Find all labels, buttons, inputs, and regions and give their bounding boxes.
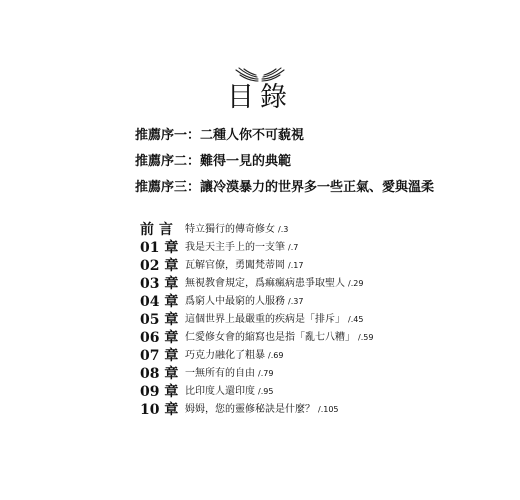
chapter-label: 02 章 — [140, 258, 179, 274]
chapter-label: 08 章 — [140, 366, 179, 382]
chapter-title: 比印度人還印度 — [185, 386, 255, 397]
chapter-title-wrap — [185, 385, 273, 399]
chapter-page: /.3 — [278, 225, 289, 234]
chapter-label: 04 章 — [140, 294, 179, 310]
chapter-title-wrap — [185, 349, 283, 363]
chapter-title-wrap — [185, 367, 273, 381]
chapter-title: 我是天主手上的一支筆 — [185, 242, 285, 253]
chapter-title-wrap — [185, 259, 303, 273]
preface-3: 推薦序三：讓冷漠暴力的世界多一些正氣、愛與溫柔 — [135, 180, 435, 195]
chapter-title: 無視教會規定，爲痲瘋病患爭取聖人 — [185, 278, 345, 289]
preface-2: 推薦序二：難得一見的典範 — [135, 154, 292, 169]
chapter-title-wrap — [185, 223, 288, 237]
chapter-page: /.79 — [258, 369, 274, 378]
chapter-title: 瓦解官僚，勇闖梵蒂岡 — [185, 260, 285, 271]
chapter-page: /.29 — [348, 279, 364, 288]
chapter-label: 10 章 — [140, 402, 179, 418]
chapter-title: 一無所有的自由 — [185, 368, 255, 379]
preface-list — [135, 128, 434, 206]
chapter-label: 05 章 — [140, 312, 179, 328]
chapter-label: 03 章 — [140, 276, 179, 292]
chapter-label: 07 章 — [140, 348, 179, 364]
preface-1: 推薦序一：二種人你不可藐視 — [135, 128, 305, 143]
chapter-title-wrap — [185, 403, 339, 417]
chapter-title: 這個世界上最嚴重的疾病是「排斥」 — [185, 314, 345, 325]
chapter-title-wrap — [185, 277, 363, 291]
chapter-title: 爲窮人中最窮的人服務 — [185, 296, 285, 307]
chapter-label: 06 章 — [140, 330, 179, 346]
chapter-page: /.69 — [268, 351, 284, 360]
chapter-title-wrap — [185, 241, 298, 255]
chapter-title: 姆姆，您的靈修秘訣是什麼？ — [185, 404, 315, 415]
chapter-page: /.37 — [288, 297, 304, 306]
chapter-title: 巧克力融化了粗暴 — [185, 350, 265, 361]
chapter-page: /.95 — [258, 387, 274, 396]
chapter-page: /.7 — [288, 243, 299, 252]
chapter-page: /.59 — [358, 333, 374, 342]
page-title: 目錄 — [227, 82, 293, 113]
chapter-title: 仁愛修女會的縮寫也是指「亂七八糟」 — [185, 332, 355, 343]
chapter-page: /.105 — [318, 405, 339, 414]
chapter-label: 09 章 — [140, 384, 179, 400]
chapter-label: 01 章 — [140, 240, 179, 256]
chapter-page: /.17 — [288, 261, 304, 270]
chapter-label: 前 言 — [140, 222, 173, 238]
chapter-page: /.45 — [348, 315, 364, 324]
chapter-title: 特立獨行的傳奇修女 — [185, 224, 275, 235]
chapter-title-wrap — [185, 295, 303, 309]
chapter-title-wrap — [185, 313, 363, 327]
chapter-title-wrap — [185, 331, 373, 345]
